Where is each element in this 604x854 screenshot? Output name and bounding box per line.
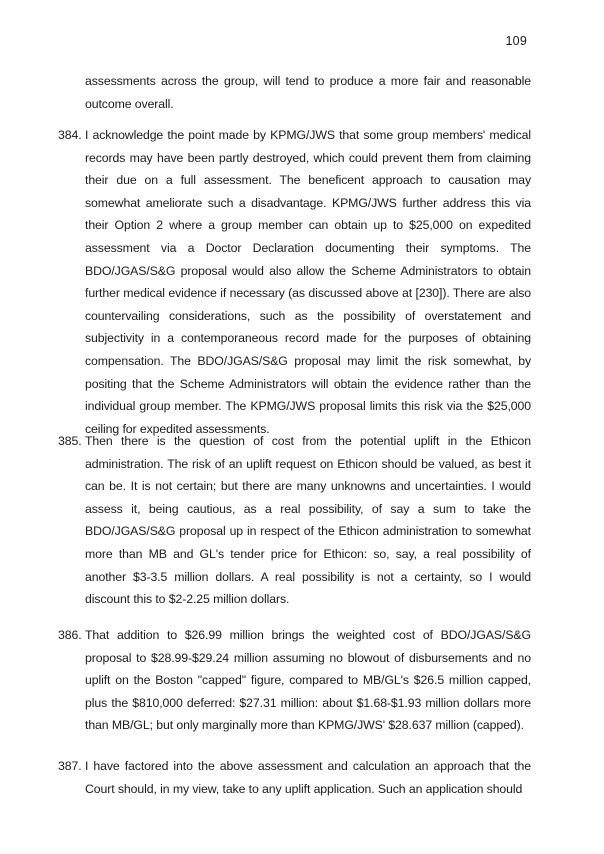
page-number: 109 <box>505 34 527 48</box>
paragraph-387 <box>58 755 531 800</box>
paragraph-385 <box>58 430 531 611</box>
paragraph-384 <box>58 124 531 440</box>
paragraph-text: I have factored into the above assessment and calculation an approach that the Court should, in my view, take to any uplift application. Such an application should <box>85 759 531 796</box>
paragraph-text: I acknowledge the point made by KPMG/JWS that some group members' medical records may have been partly destroyed, which could prevent them from claiming their due on a full assessment. The beneficent approach to causation may somewhat ameliorate such a disadvantage. KPMG/JWS further address this via their Option 2 where a group member can obtain up to $25,000 on expedited assessment via a Doctor Declaration documenting their symptoms. The BDO/JGAS/S&G proposal would also allow the Scheme Administrators to obtain further medical evidence if necessary (as discussed above at [230]). There are also countervailing considerations, such as the possibility of overstatement and subjectivity in a contemporaneous record made for the purposes of obtaining compensation. The BDO/JGAS/S&G proposal may limit the risk somewhat, by positing that the Scheme Administrators will obtain the evidence rather than the individual group member. The KPMG/JWS proposal limits this risk via the $25,000 ceiling for expedited assessments. <box>85 128 531 436</box>
paragraph-number: 384. <box>58 128 82 142</box>
paragraph-text: Then there is the question of cost from the potential uplift in the Ethicon administration. The risk of an uplift request on Ethicon should be valued, as best it can be. It is not certain; but there are many unknowns and uncertainties. I would assess it, being cautious, as a real possibility, of say a sum to take the BDO/JGAS/S&G proposal up in respect of the Ethicon administration to somewhat more than MB and GL's tender price for Ethicon: so, say, a real possibility of another $3-3.5 million dollars. A real possibility is not a certainty, so I would discount this to $2-2.25 million dollars. <box>85 434 531 607</box>
paragraph-number: 385. <box>58 434 82 448</box>
paragraph-text: That addition to $26.99 million brings the weighted cost of BDO/JGAS/S&G proposal to $28.99-$29.24 million assuming no blowout of disbursements and no uplift on the Boston "capped" figure, compared to MB/GL's $26.5 million capped, plus the $810,000 deferred: $27.31 million: about $1.68-$1.93 million dollars more than MB/GL; but only marginally more than KPMG/JWS' $28.637 million (capped). <box>85 628 531 733</box>
paragraph-number: 386. <box>58 628 82 642</box>
continued-paragraph: assessments across the group, will tend to produce a more fair and reasonable outcome overall. <box>85 74 531 111</box>
paragraph-386 <box>58 624 531 737</box>
paragraph-number: 387. <box>58 759 82 773</box>
